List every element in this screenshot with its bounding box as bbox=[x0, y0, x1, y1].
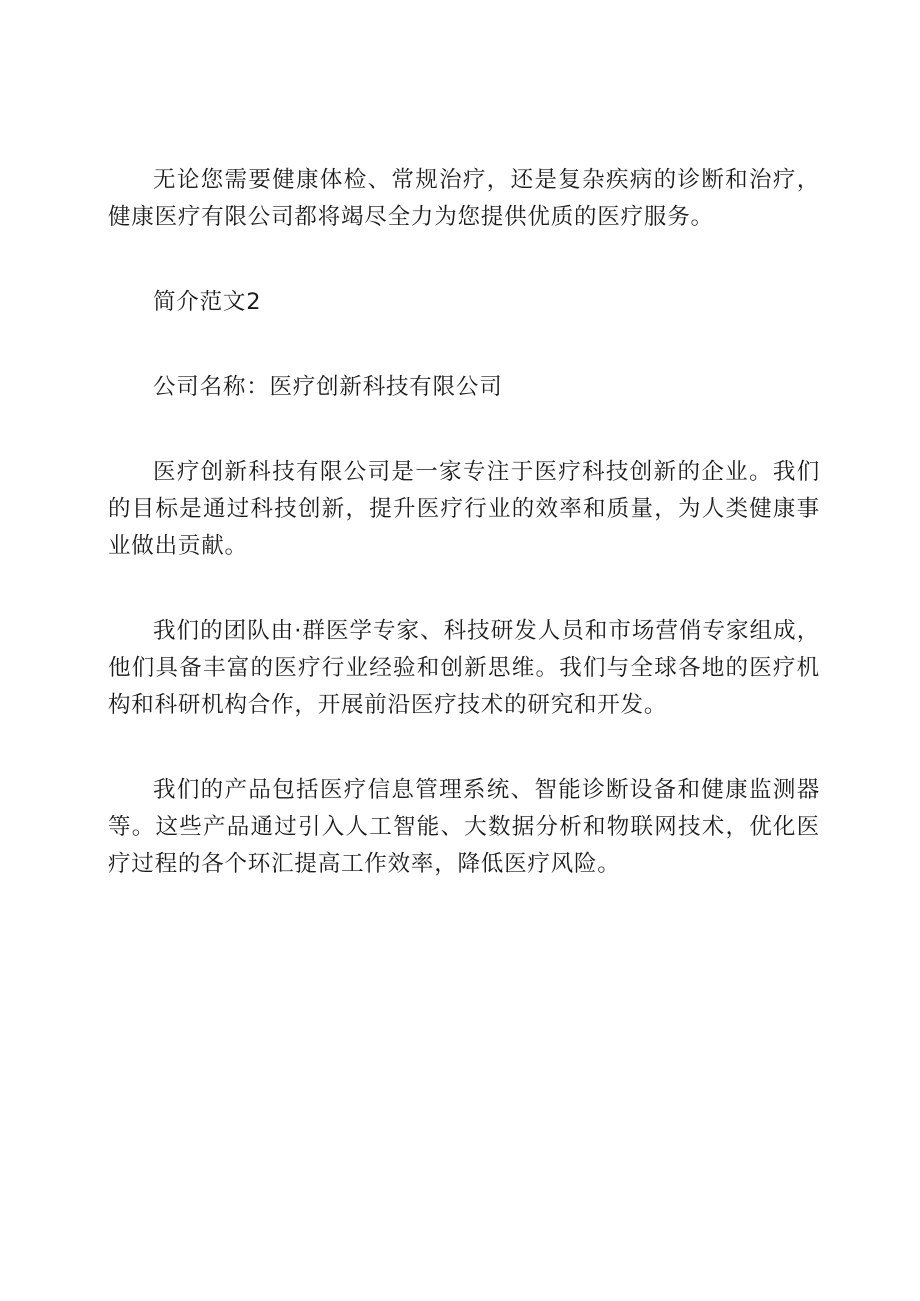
company-name-line: 公司名称：医疗创新科技有限公司 bbox=[153, 374, 503, 400]
products-paragraph: 我们的产品包括医疗信息管理系统、智能诊断设备和健康监测器等。这些产品通过引入人工智能、大数据分析和物联网技术，优化医疗过程的各个环汇提高工作效率，降低医疗风险。 bbox=[108, 777, 820, 877]
intro-paragraph: 无论您需要健康体检、常规治疗，还是复杂疾病的诊断和治疗，健康医疗有限公司都将竭尽全力为您提供优质的医疗服务。 bbox=[108, 167, 820, 230]
section-title: 简介范文2 bbox=[153, 289, 262, 315]
about-paragraph: 医疗创新科技有限公司是一家专注于医疗科技创新的企业。我们的目标是通过科技创新，提升医疗行业的效率和质量，为人类健康事业做出贡献。 bbox=[108, 459, 820, 559]
team-paragraph: 我们的团队由·群医学专家、科技研发人员和市场营俏专家组成，他们具备丰富的医疗行业经验和创新思维。我们与全球各地的医疗机构和科研机构合作，开展前沿医疗技术的研究和开发。 bbox=[108, 618, 820, 718]
document-body bbox=[108, 162, 820, 883]
